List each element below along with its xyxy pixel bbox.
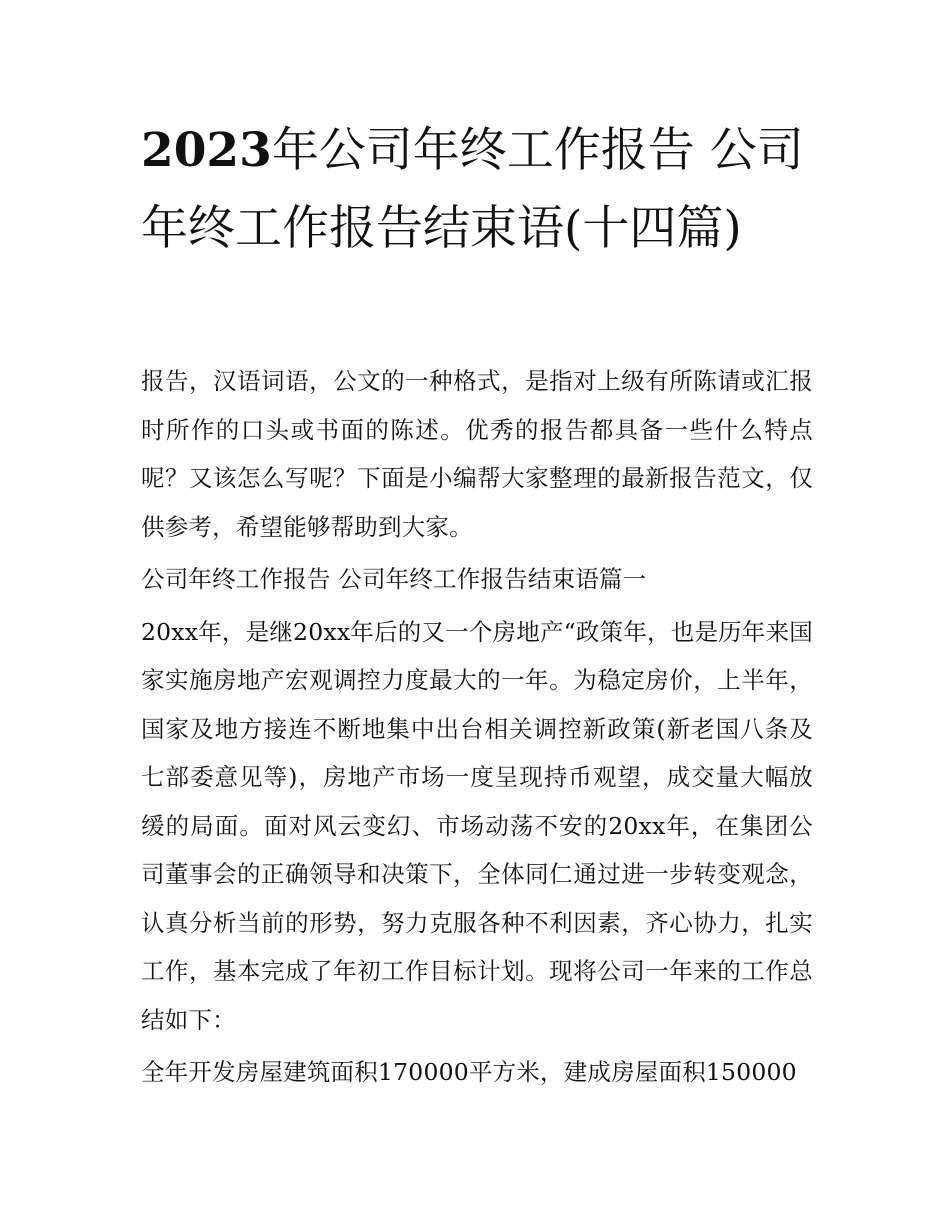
document-body [141,357,813,1101]
body-paragraph: 20xx年，是继20xx年后的又一个房地产“政策年，也是历年来国家实施房地产宏观调控力度最大的一年。为稳定房价，上半年，国家及地方接连不断地集中出台相关调控新政策(新老国八条及七部委意见等)，房地产市场一度呈现持币观望，成交量大幅放缓的局面。面对风云变幻、市场动荡不安的20xx年，在集团公司董事会的正确领导和决策下，全体同仁通过进一步转变观念，认真分析当前的形势，努力克服各种不利因素，齐心协力，扎实工作，基本完成了年初工作目标计划。现将公司一年来的工作总结如下： [141,617,813,1034]
section-heading: 公司年终工作报告 公司年终工作报告结束语篇一 [141,565,647,593]
title-text: 年公司年终工作报告 公司年终工作报告结束语(十四篇) [141,123,804,256]
document-title [141,112,821,268]
intro-paragraph: 报告，汉语词语，公文的一种格式，是指对上级有所陈请或汇报时所作的口头或书面的陈述。优秀的报告都具备一些什么特点呢？又该怎么写呢？下面是小编帮大家整理的最新报告范文，仅供参考，希望能够帮助到大家。 [141,367,813,541]
title-year: 2023 [141,123,272,178]
body-paragraph-continued: 全年开发房屋建筑面积170000平方米，建成房屋面积150000 [141,1058,797,1086]
